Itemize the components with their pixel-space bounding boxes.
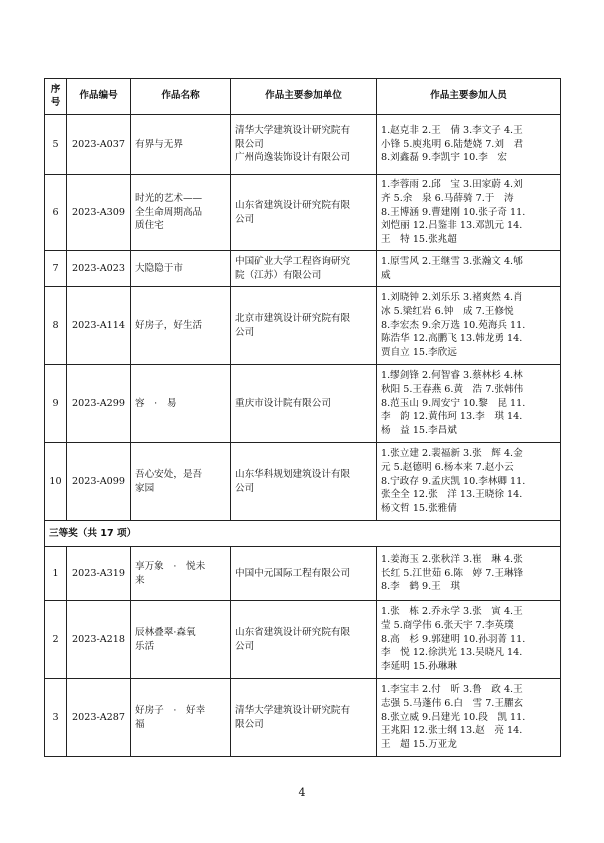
cell-work-name-line: 好房子，好生活 bbox=[135, 319, 203, 331]
cell-people-line: 1.赵克非 2.王 倩 3.李文子 4.王 bbox=[381, 125, 523, 137]
cell-work-name-line: 乐活 bbox=[135, 640, 155, 652]
cell-unit bbox=[231, 679, 377, 757]
header-unit: 作品主要参加单位 bbox=[231, 79, 377, 115]
cell-seq: 9 bbox=[45, 365, 67, 443]
cell-people-line: 1.李宝丰 2.付 昕 3.鲁 政 4.王 bbox=[381, 684, 523, 696]
cell-unit-line: 山东省建筑设计研究院有限 bbox=[235, 626, 351, 638]
cell-people-line: 齐 5.余 泉 6.马薛骑 7.于 涛 bbox=[381, 193, 514, 205]
cell-people-line: 1.姜海玉 2.张秋洋 3.崔 琳 4.张 bbox=[381, 554, 523, 566]
cell-unit-line: 山东省建筑设计研究院有限 bbox=[235, 199, 351, 211]
cell-people bbox=[377, 365, 561, 443]
cell-people-line: 8.范玉山 9.周安宁 10.黎 昆 11. bbox=[381, 397, 526, 409]
table-row bbox=[45, 365, 561, 443]
cell-seq: 6 bbox=[45, 175, 67, 251]
cell-people-line: 杨文哲 15.张雅倩 bbox=[381, 502, 457, 514]
table-row bbox=[45, 115, 561, 175]
cell-people-line: 8.刘鑫磊 9.李凯宇 10.李 宏 bbox=[381, 152, 508, 164]
cell-unit-line: 中国矿业大学工程咨询研究 bbox=[235, 255, 351, 267]
cell-people-line: 1.原雪风 2.王继雪 3.张瀚文 4.郇 bbox=[381, 255, 523, 267]
table-body bbox=[45, 115, 561, 757]
cell-work-id: 2023-A114 bbox=[67, 287, 131, 365]
header-id: 作品编号 bbox=[67, 79, 131, 115]
table-row bbox=[45, 601, 561, 679]
cell-work-id: 2023-A037 bbox=[67, 115, 131, 175]
cell-people-line: 8.王博涵 9.曹建刚 10.张子奇 11. bbox=[381, 206, 526, 218]
cell-work-name bbox=[131, 601, 231, 679]
cell-people-line: 李 悦 12.徐洪光 13.吴晓凡 14. bbox=[381, 647, 523, 659]
cell-unit-line: 公司 bbox=[235, 640, 255, 652]
cell-seq: 7 bbox=[45, 251, 67, 287]
cell-people bbox=[377, 175, 561, 251]
cell-unit-line: 清华大学建筑设计研究院有 bbox=[235, 125, 351, 137]
cell-people-line: 冰 5.梁红岩 6.钟 成 7.王修悦 bbox=[381, 306, 514, 318]
cell-work-name bbox=[131, 175, 231, 251]
cell-people-line: 张全全 12.张 洋 13.王晓徐 14. bbox=[381, 489, 523, 501]
cell-seq: 8 bbox=[45, 287, 67, 365]
cell-people-line: 1.刘晓钟 2.刘乐乐 3.褚爽然 4.肖 bbox=[381, 292, 523, 304]
awards-table bbox=[44, 78, 561, 757]
cell-people-line: 小锋 5.庾兆明 6.陆楚娆 7.刘 君 bbox=[381, 138, 524, 150]
table-row bbox=[45, 679, 561, 757]
cell-work-id: 2023-A218 bbox=[67, 601, 131, 679]
cell-people-line: 秋阳 5.王春燕 6.黄 浩 7.张韩伟 bbox=[381, 384, 524, 396]
cell-unit-line: 重庆市设计院有限公司 bbox=[235, 397, 331, 409]
cell-people-line: 陈浩华 12.高鹏飞 13.韩龙勇 14. bbox=[381, 333, 523, 345]
cell-people-line: 8.宁政存 9.孟庆凯 10.李林卿 11. bbox=[381, 475, 526, 487]
cell-people bbox=[377, 547, 561, 601]
cell-people-line: 志强 5.马蓬伟 6.白 雪 7.王臞玄 bbox=[381, 698, 524, 710]
cell-seq: 2 bbox=[45, 601, 67, 679]
table-row bbox=[45, 287, 561, 365]
cell-people-line: 8.张立威 9.吕建光 10.段 凯 11. bbox=[381, 711, 526, 723]
cell-work-name-line: 福 bbox=[135, 718, 145, 730]
table-row bbox=[45, 175, 561, 251]
cell-people bbox=[377, 679, 561, 757]
table-header bbox=[45, 79, 561, 115]
cell-people bbox=[377, 443, 561, 521]
cell-people-line: 1.缪剑锋 2.何智睿 3.蔡林杉 4.林 bbox=[381, 370, 523, 382]
cell-unit-line: 公司 bbox=[235, 482, 255, 494]
header-people: 作品主要参加人员 bbox=[377, 79, 561, 115]
cell-unit bbox=[231, 251, 377, 287]
cell-unit bbox=[231, 115, 377, 175]
cell-people-line: 1.李蓉雨 2.邱 宝 3.田家蔚 4.刘 bbox=[381, 179, 523, 191]
cell-work-name bbox=[131, 287, 231, 365]
cell-unit-line: 限公司 bbox=[235, 138, 264, 150]
cell-unit-line: 公司 bbox=[235, 213, 255, 225]
cell-work-name-line: 来 bbox=[135, 574, 145, 586]
cell-people bbox=[377, 287, 561, 365]
cell-seq: 3 bbox=[45, 679, 67, 757]
cell-work-id: 2023-A023 bbox=[67, 251, 131, 287]
header-name: 作品名称 bbox=[131, 79, 231, 115]
cell-people-line: 王 超 15.万亚龙 bbox=[381, 738, 457, 750]
cell-unit bbox=[231, 547, 377, 601]
cell-people-line: 威 bbox=[381, 269, 391, 281]
cell-people bbox=[377, 251, 561, 287]
cell-work-id: 2023-A099 bbox=[67, 443, 131, 521]
cell-work-id: 2023-A319 bbox=[67, 547, 131, 601]
cell-work-name-line: 质住宅 bbox=[135, 220, 164, 232]
cell-unit-line: 山东华科规划建筑设计有限 bbox=[235, 468, 351, 480]
cell-unit-line: 中国中元国际工程有限公司 bbox=[235, 567, 351, 579]
cell-people-line: 元 5.赵德明 6.杨本来 7.赵小云 bbox=[381, 462, 514, 474]
cell-work-name bbox=[131, 443, 231, 521]
cell-unit-line: 公司 bbox=[235, 326, 255, 338]
cell-unit bbox=[231, 365, 377, 443]
cell-work-id: 2023-A287 bbox=[67, 679, 131, 757]
cell-people-line: 李 韵 12.黄伟珂 13.李 琪 14. bbox=[381, 411, 523, 423]
cell-people-line: 杨 益 15.李昌斌 bbox=[381, 424, 457, 436]
section-title: 三等奖（共 17 项） bbox=[45, 521, 561, 547]
cell-work-name bbox=[131, 365, 231, 443]
cell-people bbox=[377, 601, 561, 679]
cell-unit bbox=[231, 287, 377, 365]
cell-work-name-line: 容 · 易 bbox=[135, 397, 177, 409]
section-row bbox=[45, 521, 561, 547]
cell-work-name bbox=[131, 251, 231, 287]
cell-unit-line: 限公司 bbox=[235, 718, 264, 730]
header-seq: 序号 bbox=[45, 79, 67, 115]
cell-people-line: 1.张 栋 2.乔永学 3.张 寅 4.王 bbox=[381, 606, 523, 618]
cell-people-line: 莹 5.商学伟 6.张天宇 7.李英璞 bbox=[381, 620, 514, 632]
cell-work-name bbox=[131, 679, 231, 757]
cell-people bbox=[377, 115, 561, 175]
cell-work-name-line: 时光的艺术—— bbox=[135, 193, 203, 205]
cell-people-line: 刘恺丽 12.吕鉴非 13.邓凯元 14. bbox=[381, 220, 523, 232]
table-row bbox=[45, 547, 561, 601]
cell-people-line: 李延明 15.孙琳琳 bbox=[381, 660, 457, 672]
cell-people-line: 贾自立 15.李欣远 bbox=[381, 346, 457, 358]
cell-unit-line: 院（江苏）有限公司 bbox=[235, 269, 322, 281]
cell-people-line: 8.李 鹤 9.王 琪 bbox=[381, 581, 460, 593]
cell-work-name-line: 有界与无界 bbox=[135, 138, 183, 150]
cell-seq: 1 bbox=[45, 547, 67, 601]
cell-work-name-line: 吾心安处，是吾 bbox=[135, 468, 203, 480]
cell-seq: 5 bbox=[45, 115, 67, 175]
cell-people-line: 8.李宏杰 9.余万选 10.苑海兵 11. bbox=[381, 319, 526, 331]
cell-work-id: 2023-A299 bbox=[67, 365, 131, 443]
cell-unit bbox=[231, 443, 377, 521]
cell-unit-line: 广州尚逸装饰设计有限公司 bbox=[235, 152, 351, 164]
page-number: 4 bbox=[298, 786, 306, 799]
cell-seq: 10 bbox=[45, 443, 67, 521]
cell-unit bbox=[231, 175, 377, 251]
cell-people-line: 王 特 15.张兆超 bbox=[381, 233, 457, 245]
cell-work-name-line: 好房子 · 好幸 bbox=[135, 704, 206, 716]
cell-work-name-line: 全生命周期高品 bbox=[135, 206, 203, 218]
cell-work-name-line: 享万象 · 悦未 bbox=[135, 560, 206, 572]
table-row bbox=[45, 251, 561, 287]
cell-people-line: 1.张立建 2.裴福新 3.张 辉 4.金 bbox=[381, 448, 523, 460]
cell-people-line: 8.高 杉 9.郭建明 10.孙羽菁 11. bbox=[381, 633, 526, 645]
cell-work-name bbox=[131, 115, 231, 175]
cell-unit-line: 北京市建筑设计研究院有限 bbox=[235, 312, 351, 324]
cell-work-name-line: 家园 bbox=[135, 482, 155, 494]
cell-unit-line: 清华大学建筑设计研究院有 bbox=[235, 704, 351, 716]
cell-people-line: 王兆阳 12.张士纲 13.赵 亮 14. bbox=[381, 725, 523, 737]
table-row bbox=[45, 443, 561, 521]
cell-work-name-line: 辰林叠翠·森氧 bbox=[135, 626, 196, 638]
cell-work-name-line: 大隐隐于市 bbox=[135, 262, 183, 274]
cell-work-id: 2023-A309 bbox=[67, 175, 131, 251]
cell-unit bbox=[231, 601, 377, 679]
cell-work-name bbox=[131, 547, 231, 601]
cell-people-line: 长红 5.江世茹 6.陈 婷 7.王琳锋 bbox=[381, 567, 524, 579]
